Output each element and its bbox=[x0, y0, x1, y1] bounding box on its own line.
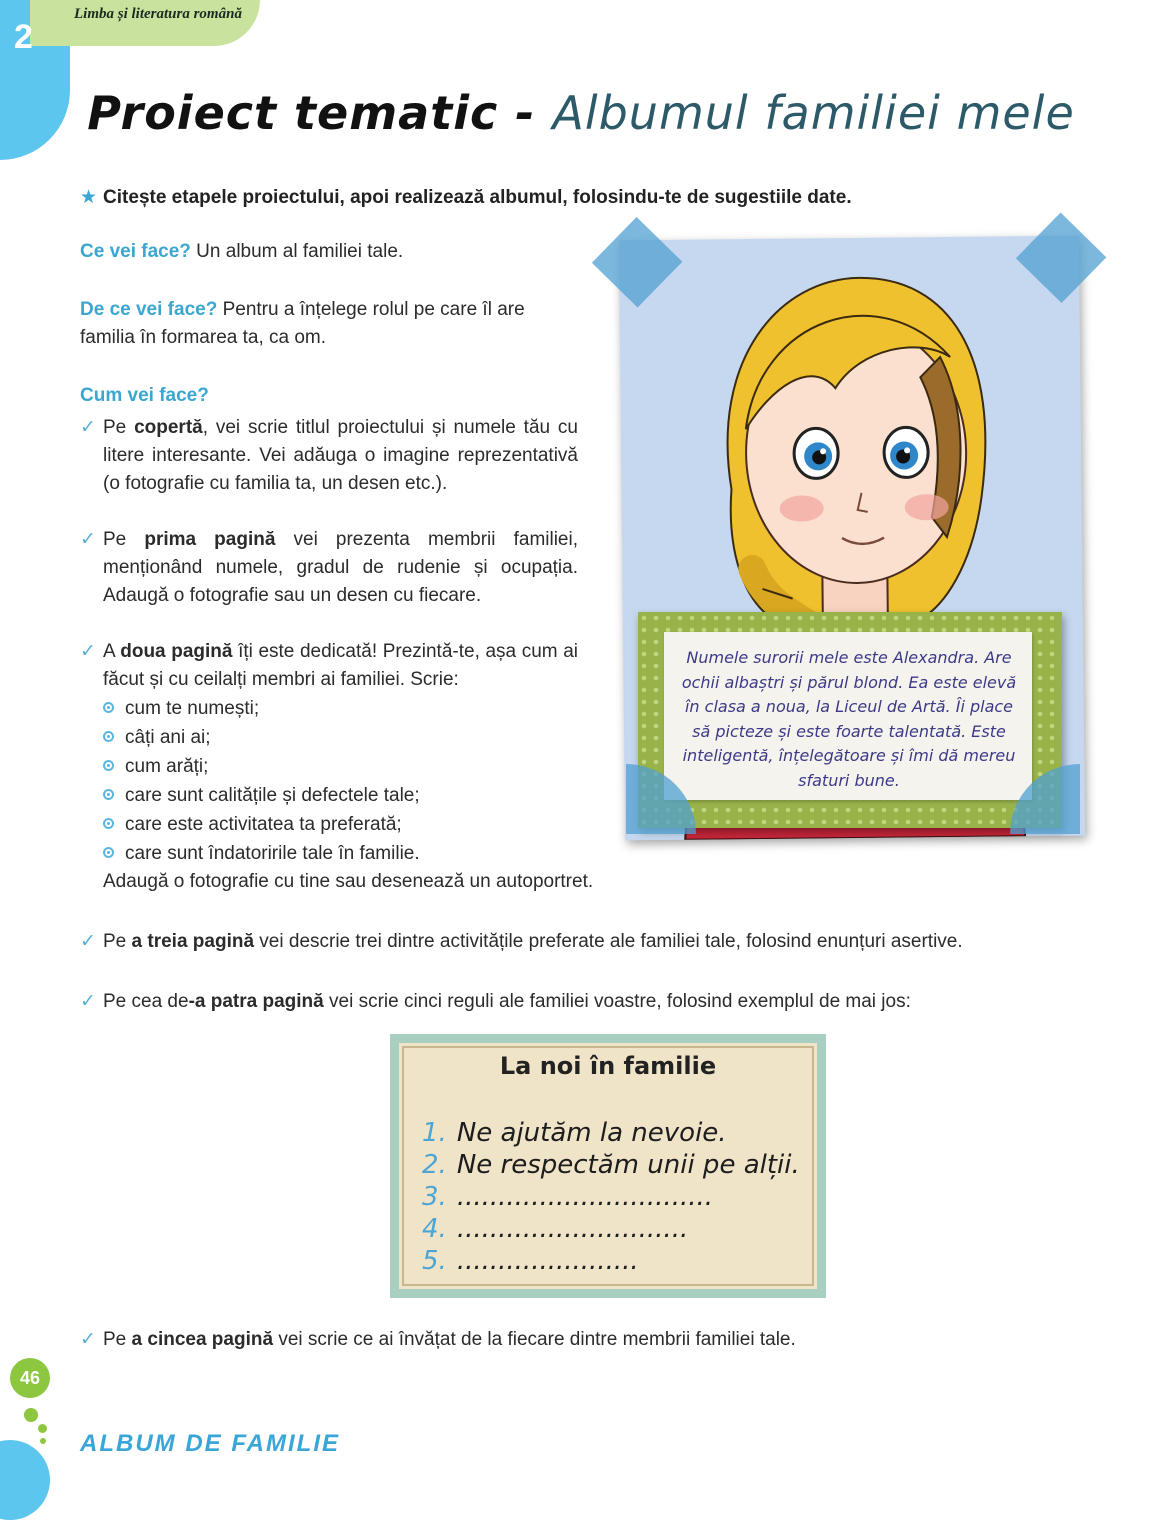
bullet-icon bbox=[103, 731, 114, 742]
item-text: A bbox=[103, 641, 121, 662]
rule-text: Ne ajutăm la nevoie. bbox=[456, 1118, 727, 1148]
rule-item bbox=[422, 1246, 639, 1276]
decor-dot bbox=[40, 1438, 46, 1444]
bullet-text: cum arăți; bbox=[125, 756, 209, 777]
bullet-text: care este activitatea ta preferată; bbox=[125, 814, 402, 835]
rule-text: Ne respectăm unii pe alții. bbox=[456, 1150, 800, 1180]
check-icon: ✓ bbox=[80, 417, 96, 438]
rule-item bbox=[422, 1214, 688, 1244]
why-text: Pentru a înțelege rolul pe care îl are familia în formarea ta, ca om. bbox=[80, 299, 525, 348]
bullet-text: care sunt îndatoririle tale în familie. bbox=[125, 843, 420, 864]
rule-number: 2. bbox=[422, 1150, 447, 1180]
page-number: 46 bbox=[10, 1358, 50, 1398]
page-title bbox=[0, 86, 1162, 140]
title-part-2: Albumul familiei mele bbox=[552, 86, 1075, 140]
instruction bbox=[80, 186, 852, 209]
rule-number: 4. bbox=[422, 1214, 447, 1244]
second-page-bullets bbox=[80, 694, 578, 868]
rule-text: ...................... bbox=[456, 1246, 639, 1276]
bullet-icon bbox=[103, 847, 114, 858]
subject-label: Limba și literatura română bbox=[74, 6, 242, 22]
item-bold: a treia pagină bbox=[131, 931, 255, 952]
check-icon: ✓ bbox=[80, 1329, 96, 1350]
item-text: vei scrie cinci reguli ale familiei voastre, folosind exemplul de mai jos: bbox=[323, 991, 911, 1012]
rule-number: 1. bbox=[422, 1118, 447, 1148]
list-item bbox=[103, 781, 578, 810]
rules-title: La noi în familie bbox=[499, 1052, 717, 1080]
item-text: vei scrie ce ai învățat de la fiecare dintre membrii familiei tale. bbox=[273, 1329, 796, 1350]
corner-decoration bbox=[0, 1440, 50, 1520]
rule-number: 5. bbox=[422, 1246, 447, 1276]
item-text: Pe bbox=[103, 931, 132, 952]
check-icon: ✓ bbox=[80, 529, 96, 550]
list-item bbox=[103, 694, 578, 723]
item-text: vei prezenta membrii familiei, menționând numele, gradul de rudenie și ocupația. Adaugă o fotografie sau un desen cu fiecare. bbox=[103, 529, 578, 606]
item-text: Pe bbox=[103, 417, 135, 438]
check-icon: ✓ bbox=[80, 641, 96, 662]
list-item bbox=[103, 839, 578, 868]
what-paragraph bbox=[80, 238, 580, 266]
bullet-icon bbox=[103, 818, 114, 829]
check-icon: ✓ bbox=[80, 931, 96, 952]
how-label: Cum vei face? bbox=[80, 385, 209, 406]
item-cover bbox=[80, 414, 578, 498]
rule-item bbox=[422, 1182, 713, 1212]
rule-number: 3. bbox=[422, 1182, 447, 1212]
rule-text: ............................ bbox=[456, 1214, 689, 1244]
list-item bbox=[103, 752, 578, 781]
instruction-text: Citește etapele proiectului, apoi realizează albumul, folosindu-te de sugestiile date. bbox=[103, 187, 852, 208]
check-icon: ✓ bbox=[80, 991, 96, 1012]
note-text: Numele surorii mele este Alexandra. Are ochii albaștri și părul blond. Ea este elevă în clasa a noua, la Liceul de Artă. Îi place să picteze și este foarte talentată. Este inteligentă, înțelegătoare și îmi dă mereu sfaturi bune. bbox=[681, 648, 1017, 790]
decor-dot bbox=[24, 1408, 38, 1422]
item-text: Pe bbox=[103, 1329, 132, 1350]
decor-dot bbox=[38, 1424, 47, 1433]
item-fifth-page bbox=[80, 1326, 1120, 1354]
item-bold: doua pagină bbox=[120, 641, 233, 662]
bullet-text: câți ani ai; bbox=[125, 727, 211, 748]
bullet-text: care sunt calitățile și defectele tale; bbox=[125, 785, 420, 806]
item-third-page bbox=[80, 928, 1120, 956]
rule-text: ............................... bbox=[456, 1182, 714, 1212]
list-item bbox=[103, 723, 578, 752]
why-label: De ce vei face? bbox=[80, 299, 218, 320]
item-bold: copertă bbox=[134, 417, 203, 438]
why-paragraph bbox=[80, 296, 580, 352]
star-icon: ★ bbox=[80, 187, 98, 208]
footer-label: ALBUM DE FAMILIE bbox=[80, 1430, 340, 1457]
rule-item bbox=[422, 1150, 800, 1180]
item-first-page bbox=[80, 526, 578, 610]
item-bold: a cincea pagină bbox=[131, 1329, 274, 1350]
item-text: vei descrie trei dintre activitățile preferate ale familiei tale, folosind enunțuri asertive. bbox=[254, 931, 963, 952]
second-page-after: Adaugă o fotografie cu tine sau desenează un autoportret. bbox=[103, 871, 594, 892]
bullet-icon bbox=[103, 702, 114, 713]
item-second-page bbox=[80, 638, 578, 868]
item-text: îți este dedicată! Prezintă-te, așa cum ai făcut și cu ceilalți membri ai familiei. Scrie: bbox=[103, 641, 578, 690]
what-label: Ce vei face? bbox=[80, 241, 191, 262]
item-text: , vei scrie titlul proiectului și numele tău cu litere interesante. Vei adăuga o imagine reprezentativă (o fotografie cu familia ta, un desen etc.). bbox=[103, 417, 578, 494]
what-text: Un album al familiei tale. bbox=[190, 241, 404, 262]
item-bold: prima pagină bbox=[144, 529, 276, 550]
list-item bbox=[103, 810, 578, 839]
item-text: Pe bbox=[103, 529, 145, 550]
bullet-icon bbox=[103, 789, 114, 800]
title-part-1: Proiect tematic - bbox=[87, 86, 553, 140]
bullet-text: cum te numești; bbox=[125, 698, 260, 719]
item-bold: -a patra pagină bbox=[188, 991, 324, 1012]
chapter-number: 2 bbox=[14, 18, 33, 56]
item-text: Pe cea de bbox=[103, 991, 189, 1012]
rule-item bbox=[422, 1118, 727, 1148]
bullet-icon bbox=[103, 760, 114, 771]
item-fourth-page bbox=[80, 988, 1120, 1016]
